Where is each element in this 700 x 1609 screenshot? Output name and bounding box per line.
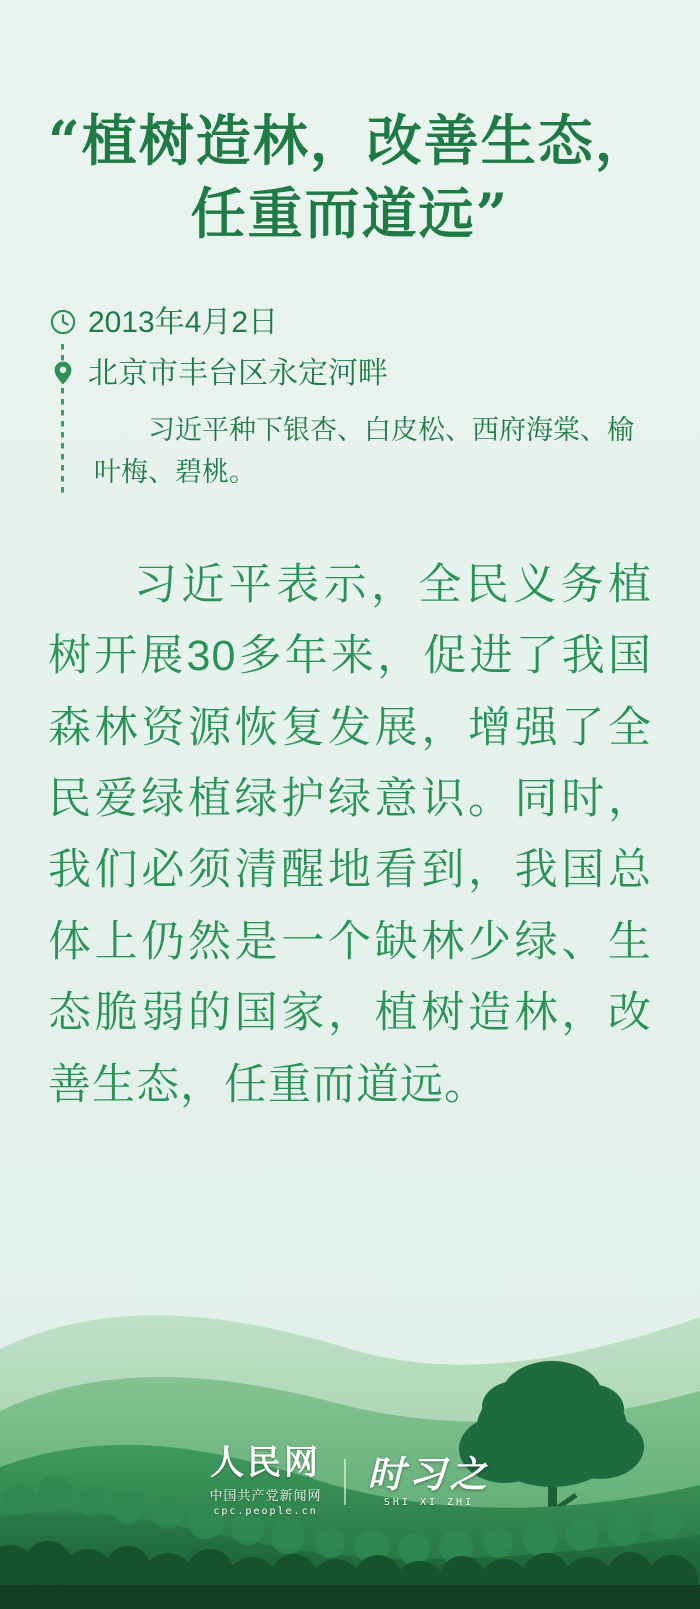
clock-icon [48, 307, 78, 337]
body-paragraph: 习近平表示，全民义务植树开展30多年来，促进了我国森林资源恢复发展，增强了全民爱绿植绿护绿意识。同时，我们必须清醒地看到，我国总体上仍然是一个缺林少绿、生态脆弱的国家，植树造林，改善生态，任重而道远。 [48, 560, 652, 1109]
meta-location-text: 北京市丰台区永定河畔 [88, 357, 388, 391]
meta-location-row [48, 349, 662, 396]
meta-note-text: 习近平种下银杏、白皮松、西府海棠、榆叶梅、碧桃。 [94, 415, 634, 488]
location-pin-icon [48, 358, 78, 388]
people-cn-logo-main: 人民网 [209, 1443, 321, 1484]
headline-line-2: 任重而道远” [190, 180, 510, 246]
people-cn-logo-sub: 中国共产党新闻网 [209, 1488, 322, 1503]
shixizhi-logo [367, 1451, 491, 1508]
logo-divider [344, 1459, 346, 1505]
logo-bar [0, 1443, 700, 1517]
people-cn-logo [209, 1443, 322, 1517]
meta-date-text: 2013年4月2日 [88, 306, 279, 340]
people-cn-logo-url: cpc.people.cn [213, 1506, 318, 1517]
shixizhi-logo-main: 时习之 [367, 1451, 491, 1496]
meta-block [0, 298, 700, 494]
meta-date-row [48, 298, 662, 345]
headline-line-1: “植树造林，改善生态， [48, 108, 652, 173]
shixizhi-logo-sub: SHI XI ZHI [383, 1496, 475, 1508]
page-title [0, 0, 700, 250]
forest-landscape-illustration [0, 1199, 700, 1609]
